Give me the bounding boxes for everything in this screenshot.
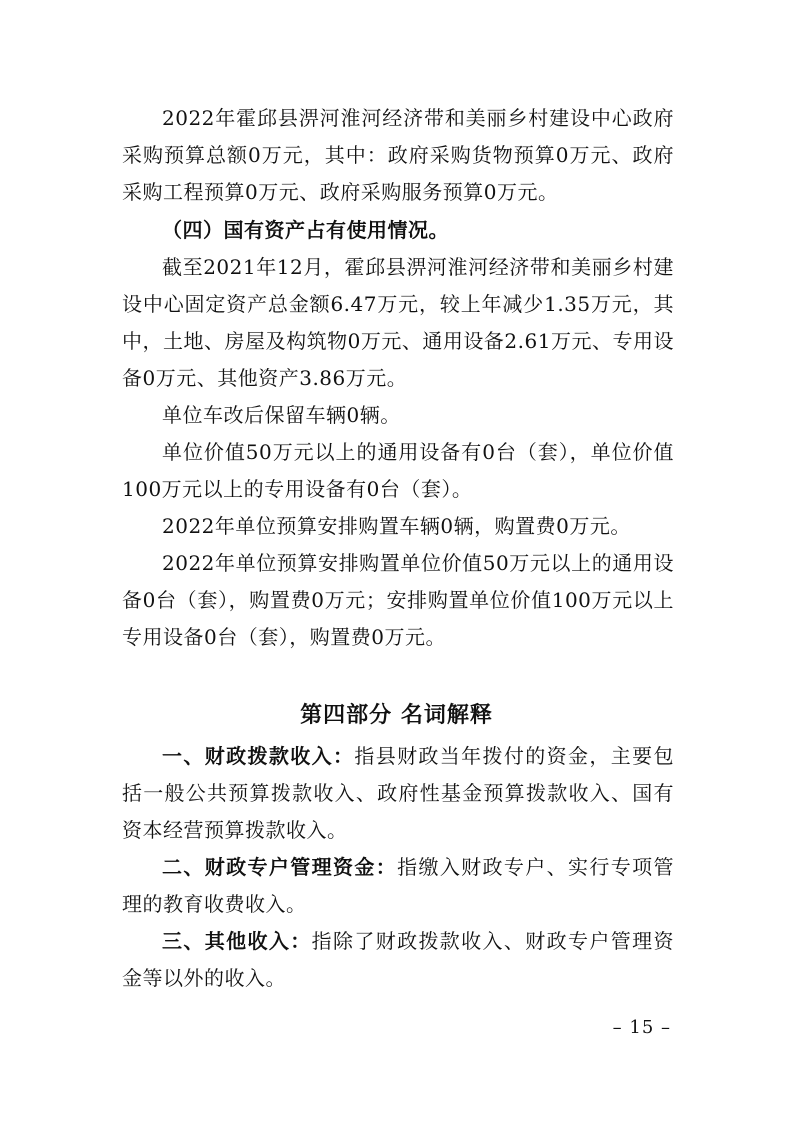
term-label: 一、财政拨款收入： (162, 744, 355, 768)
term-item (122, 738, 674, 849)
term-definition: 指缴入财政专户、实行专项管理的教育收费收入。 (122, 855, 675, 916)
paragraph-vehicle-purchase: 2022年单位预算安排购置车辆0辆，购置费0万元。 (162, 514, 631, 538)
term-item (122, 923, 674, 997)
term-label: 二、财政专户管理资金： (162, 855, 398, 879)
paragraph-fixed-assets: 截至2021年12月，霍邱县淠河淮河经济带和美丽乡村建设中心固定资产总金额6.47万元，较上年减少1.35万元，其中，土地、房屋及构筑物0万元、通用设备2.61万元、专用设备0万元、其他资产3.86万元。 (122, 255, 674, 390)
term-label: 三、其他收入： (162, 929, 312, 953)
section-title: 第四部分 名词解释 (300, 703, 493, 728)
paragraph-procurement-budget: 2022年霍邱县淠河淮河经济带和美丽乡村建设中心政府采购预算总额0万元，其中：政府采购货物预算0万元、政府采购工程预算0万元、政府采购服务预算0万元。 (122, 106, 674, 204)
subheading-state-assets: （四）国有资产占有使用情况。 (162, 218, 449, 242)
paragraph-vehicles-retained: 单位车改后保留车辆0辆。 (162, 403, 401, 427)
paragraph-equipment-purchase: 2022年单位预算安排购置单位价值50万元以上的通用设备0台（套），购置费0万元；安排购置单位价值100万元以上专用设备0台（套），购置费0万元。 (122, 551, 674, 649)
term-item (122, 849, 674, 923)
term-definition: 指除了财政拨款收入、财政专户管理资金等以外的收入。 (122, 929, 675, 990)
page-number: – 15 – (612, 1017, 671, 1038)
paragraph-equipment-count: 单位价值50万元以上的通用设备有0台（套），单位价值100万元以上的专用设备有0台（套）。 (122, 440, 674, 501)
term-definition: 指县财政当年拨付的资金，主要包括一般公共预算拨款收入、政府性基金预算拨款收入、国有资本经营预算拨款收入。 (122, 744, 675, 842)
